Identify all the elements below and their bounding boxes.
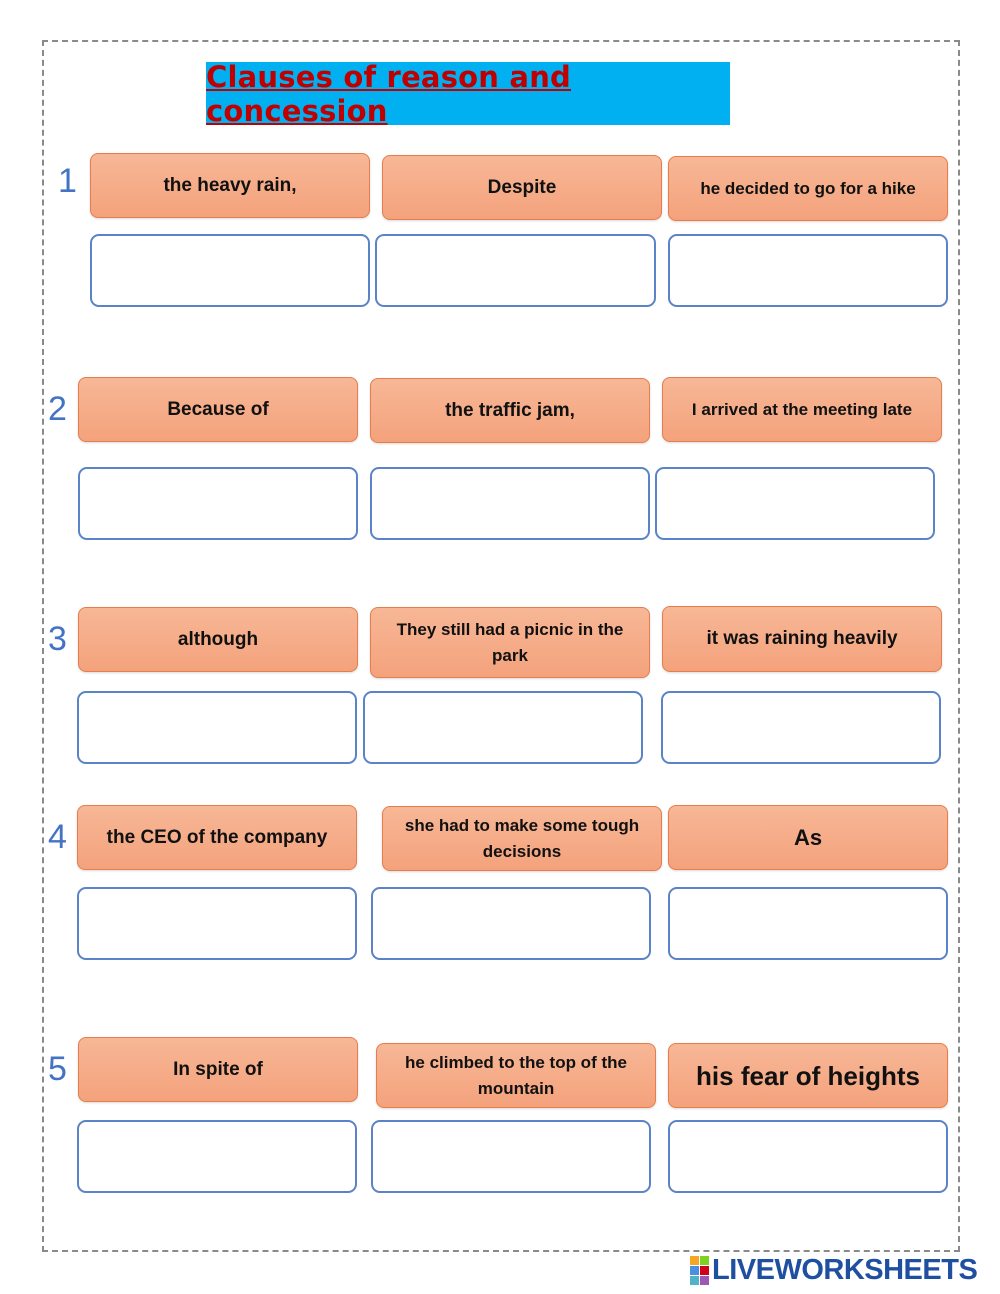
drop-box-2-3[interactable] bbox=[655, 467, 935, 540]
word-card-4-1[interactable]: the CEO of the company bbox=[77, 805, 357, 870]
drop-box-3-3[interactable] bbox=[661, 691, 941, 764]
title-banner bbox=[206, 59, 730, 128]
word-card-1-1[interactable]: the heavy rain, bbox=[90, 153, 370, 218]
drop-box-4-3[interactable] bbox=[668, 887, 948, 960]
word-card-5-1[interactable]: In spite of bbox=[78, 1037, 358, 1102]
word-card-2-1[interactable]: Because of bbox=[78, 377, 358, 442]
drop-box-1-3[interactable] bbox=[668, 234, 948, 307]
page-title: Clauses of reason and concession bbox=[206, 59, 572, 128]
word-card-2-3[interactable]: I arrived at the meeting late bbox=[662, 377, 942, 442]
drop-box-5-3[interactable] bbox=[668, 1120, 948, 1193]
drop-box-1-2[interactable] bbox=[375, 234, 656, 307]
row-number-1: 1 bbox=[58, 162, 77, 200]
drop-box-3-1[interactable] bbox=[77, 691, 357, 764]
drop-box-1-1[interactable] bbox=[90, 234, 370, 307]
word-card-1-2[interactable]: Despite bbox=[382, 155, 662, 220]
footer-brand bbox=[690, 1255, 977, 1285]
word-card-4-2[interactable]: she had to make some tough decisions bbox=[382, 806, 662, 871]
word-card-5-2[interactable]: he climbed to the top of the mountain bbox=[376, 1043, 656, 1108]
drop-box-5-2[interactable] bbox=[371, 1120, 651, 1193]
drop-box-5-1[interactable] bbox=[77, 1120, 357, 1193]
word-card-3-2[interactable]: They still had a picnic in the park bbox=[370, 607, 650, 678]
word-card-2-2[interactable]: the traffic jam, bbox=[370, 378, 650, 443]
drop-box-3-2[interactable] bbox=[363, 691, 643, 764]
drop-box-2-1[interactable] bbox=[78, 467, 358, 540]
drop-box-2-2[interactable] bbox=[370, 467, 650, 540]
word-card-1-3[interactable]: he decided to go for a hike bbox=[668, 156, 948, 221]
row-number-4: 4 bbox=[48, 818, 67, 856]
word-card-4-3[interactable]: As bbox=[668, 805, 948, 870]
word-card-5-3[interactable]: his fear of heights bbox=[668, 1043, 948, 1108]
row-number-2: 2 bbox=[48, 390, 67, 428]
drop-box-4-1[interactable] bbox=[77, 887, 357, 960]
row-number-5: 5 bbox=[48, 1050, 67, 1088]
row-number-3: 3 bbox=[48, 620, 67, 658]
word-card-3-1[interactable]: although bbox=[78, 607, 358, 672]
word-card-3-3[interactable]: it was raining heavily bbox=[662, 606, 942, 672]
liveworksheets-logo-icon bbox=[690, 1256, 709, 1285]
brand-name: LIVEWORKSHEETS bbox=[712, 1253, 978, 1286]
drop-box-4-2[interactable] bbox=[371, 887, 651, 960]
